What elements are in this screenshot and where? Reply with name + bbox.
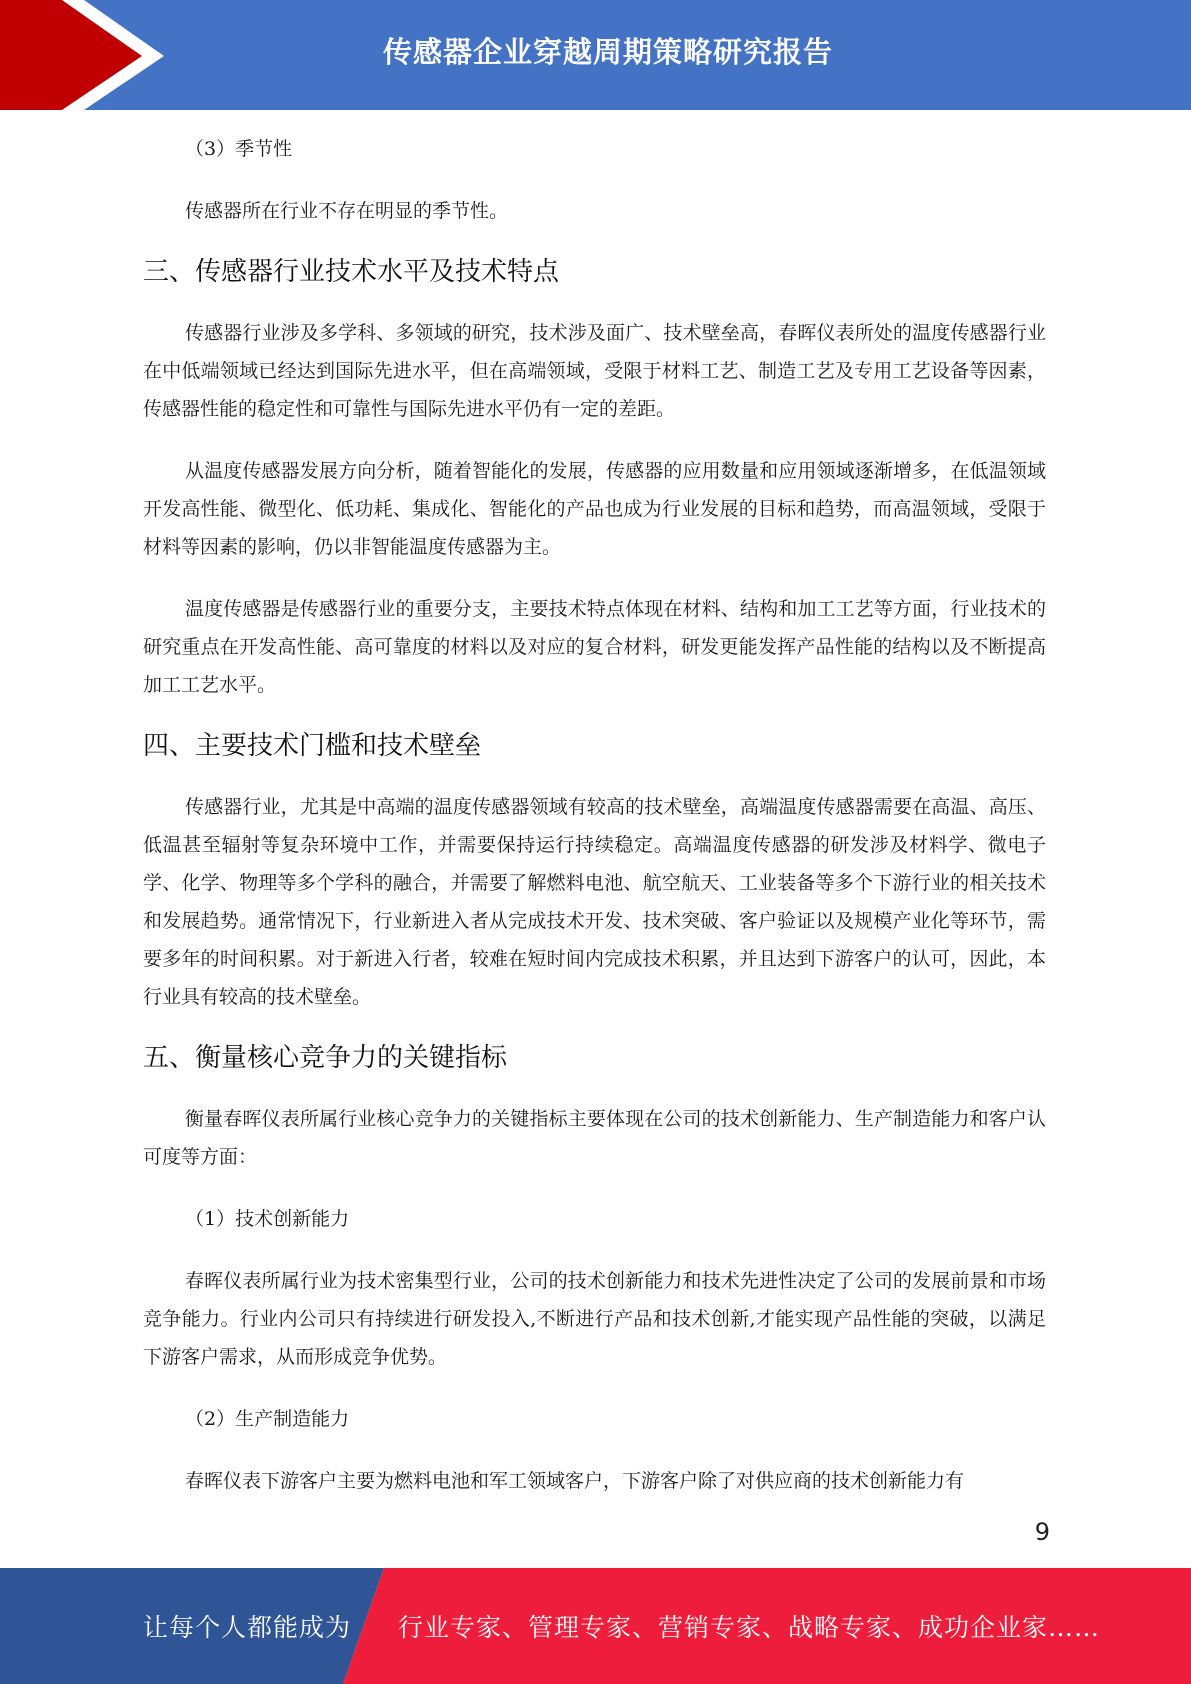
footer-slogan-left: 让每个人都能成为 — [143, 1613, 352, 1642]
paragraph-development-trend: 从温度传感器发展方向分析，随着智能化的发展，传感器的应用数量和应用领域逐渐增多，在低温领域开发高性能、微型化、低功耗、集成化、智能化的产品也成为行业发展的目标和趋势，而高温领域，受限于材料等因素的影响，仍以非智能温度传感器为主。 — [143, 460, 1046, 558]
subheading-seasonality: （3）季节性 — [185, 138, 293, 160]
section-heading-4: 四、主要技术门槛和技术壁垒 — [143, 731, 482, 761]
paragraph-tech-features: 温度传感器是传感器行业的重要分支，主要技术特点体现在材料、结构和加工工艺等方面，行业技术的研究重点在开发高性能、高可靠度的材料以及对应的复合材料，研发更能发挥产品性能的结构以及不断提高加工工艺水平。 — [143, 598, 1046, 696]
paragraph-key-indicators: 衡量春晖仪表所属行业核心竞争力的关键指标主要体现在公司的技术创新能力、生产制造能力和客户认可度等方面： — [143, 1108, 1046, 1168]
paragraph-innovation: 春晖仪表所属行业为技术密集型行业，公司的技术创新能力和技术先进性决定了公司的发展前景和市场竞争能力。行业内公司只有持续进行研发投入,不断进行产品和技术创新,才能实现产品性能的突破，以满足下游客户需求，从而形成竞争优势。 — [143, 1270, 1046, 1368]
paragraph-tech-level: 传感器行业涉及多学科、多领域的研究，技术涉及面广、技术壁垒高，春晖仪表所处的温度传感器行业在中低端领域已经达到国际先进水平，但在高端领域，受限于材料工艺、制造工艺及专用工艺设备等因素，传感器性能的稳定性和可靠性与国际先进水平仍有一定的差距。 — [143, 322, 1046, 420]
section-heading-5: 五、衡量核心竞争力的关键指标 — [143, 1043, 508, 1073]
subheading-innovation: （1）技术创新能力 — [185, 1208, 350, 1230]
paragraph-manufacturing: 春晖仪表下游客户主要为燃料电池和军工领域客户，下游客户除了对供应商的技术创新能力有 — [185, 1470, 965, 1492]
page-footer — [0, 1568, 1191, 1684]
paragraph-tech-barriers: 传感器行业，尤其是中高端的温度传感器领域有较高的技术壁垒，高端温度传感器需要在高温、高压、低温甚至辐射等复杂环境中工作，并需要保持运行持续稳定。高端温度传感器的研发涉及材料学、微电子学、化学、物理等多个学科的融合，并需要了解燃料电池、航空航天、工业装备等多个下游行业的相关技术和发展趋势。通常情况下，行业新进入者从完成技术开发、技术突破、客户验证以及规模产业化等环节，需要多年的时间积累。对于新进入行者，较难在短时间内完成技术积累，并且达到下游客户的认可，因此，本行业具有较高的技术壁垒。 — [143, 796, 1046, 1008]
footer-slogan-right: 行业专家、管理专家、营销专家、战略专家、成功企业家…… — [398, 1613, 1101, 1642]
subheading-manufacturing: （2）生产制造能力 — [185, 1408, 350, 1430]
page-header — [0, 0, 1191, 110]
page-number: 9 — [1034, 1518, 1050, 1546]
document-body — [143, 130, 1046, 1524]
header-title: 传感器企业穿越周期策略研究报告 — [382, 35, 833, 69]
section-heading-3: 三、传感器行业技术水平及技术特点 — [143, 257, 560, 287]
paragraph-seasonality: 传感器所在行业不存在明显的季节性。 — [185, 200, 509, 222]
